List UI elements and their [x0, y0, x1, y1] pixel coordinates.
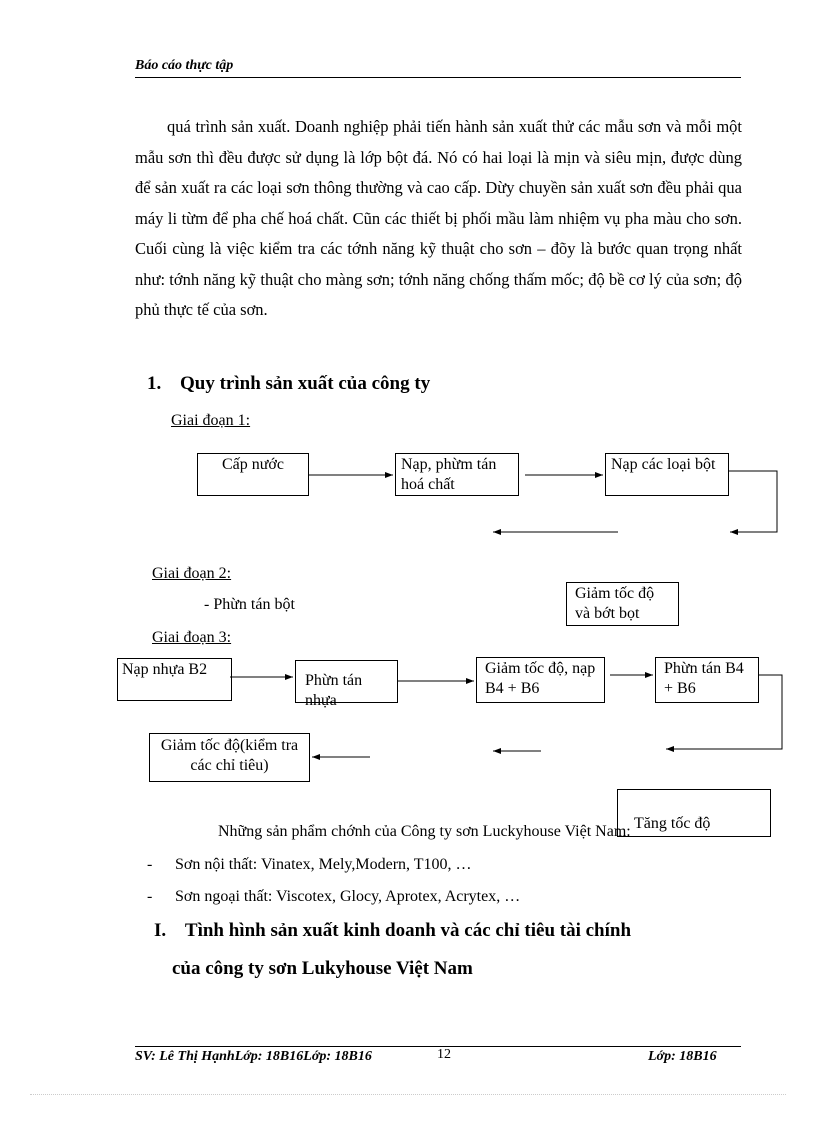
stage-3-box-2: Phừn tán nhựa — [295, 660, 398, 703]
section-1-title: Quy trình sản xuất của công ty — [180, 373, 431, 394]
products-intro: Những sản phẩm chớnh của Công ty sơn Luckyhouse Việt Nam: — [218, 823, 631, 840]
body-text: quá trình sản xuất. Doanh nghiệp phải tiến hành sản xuất thử các mẫu sơn và mỗi một mẫu sơn thì đều được sử dụng là lớp bột đá. Nó có hai loại là mịn và siêu mịn, được dùng để sản xuất ra các loại sơn thông thường và cao cấp. Dừy chuyền sản xuất sơn đều phải qua máy li từm để pha chế hoá chất. Cũn các thiết bị phối mầu làm nhiệm vụ pha màu cho sơn. Cuối cùng là việc kiểm tra các tớnh năng kỹ thuật cho sơn – đõy là bước quan trọng nhất như: tớnh năng kỹ thuật cho màng sơn; tớnh năng chống thấm mốc; độ bề cơ lý của sơn; độ phủ thực tế của sơn. — [135, 117, 742, 319]
section-I-line-2: của công ty sơn Lukyhouse Việt Nam — [172, 958, 473, 979]
stage-3-label: Giai đoạn 3: — [152, 629, 232, 646]
footer-page-number: 12 — [437, 1047, 451, 1062]
stage-3-box-5: Giảm tốc độ(kiểm tra các chỉ tiêu) — [149, 733, 310, 782]
section-I-line-1: Tình hình sản xuất kinh doanh và các chỉ tiêu tài chính — [184, 920, 632, 941]
product-text: Sơn nội thất: Vinatex, Mely,Modern, T100, … — [175, 856, 472, 873]
stage-2-label: Giai đoạn 2: — [152, 565, 232, 582]
arrow-s3-return — [666, 675, 782, 749]
stage-3-box-4: Phừn tán B4 + B6 — [655, 657, 759, 703]
stage-3-box-6: Tăng tốc độ — [617, 789, 771, 837]
header-title: Báo cáo thực tập — [135, 58, 234, 73]
stage-3-box-1: Nạp nhựa B2 — [117, 658, 232, 701]
product-bullet: - — [147, 856, 153, 873]
product-bullet: - — [147, 888, 153, 905]
product-item — [147, 888, 521, 906]
stage-2-item: - Phừn tán bột — [204, 596, 295, 613]
footer-student: SV: Lê Thị HạnhLớp: 18B16Lớp: 18B16 — [135, 1049, 372, 1064]
section-I-heading — [154, 920, 631, 942]
stage-3-box-3: Giảm tốc độ, nạp B4 + B6 — [476, 657, 605, 703]
stage-2-box: Giảm tốc độ và bớt bọt — [566, 582, 679, 626]
product-item — [147, 856, 472, 874]
stage-1-box-3: Nạp các loại bột — [605, 453, 729, 496]
arrow-s1-return — [729, 471, 777, 532]
stage-1-box-1: Cấp nước — [197, 453, 309, 496]
page-edge-dotted-line — [30, 1094, 786, 1095]
section-I-number: I. — [154, 920, 167, 941]
section-1-number: 1. — [147, 373, 162, 394]
stage-1-label: Giai đoạn 1: — [171, 412, 251, 429]
stage-1-box-2: Nạp, phừm tán hoá chất — [395, 453, 519, 496]
product-text: Sơn ngoại thất: Viscotex, Glocy, Aprotex, Acrytex, … — [175, 888, 521, 905]
footer-class: Lớp: 18B16 — [648, 1049, 717, 1064]
